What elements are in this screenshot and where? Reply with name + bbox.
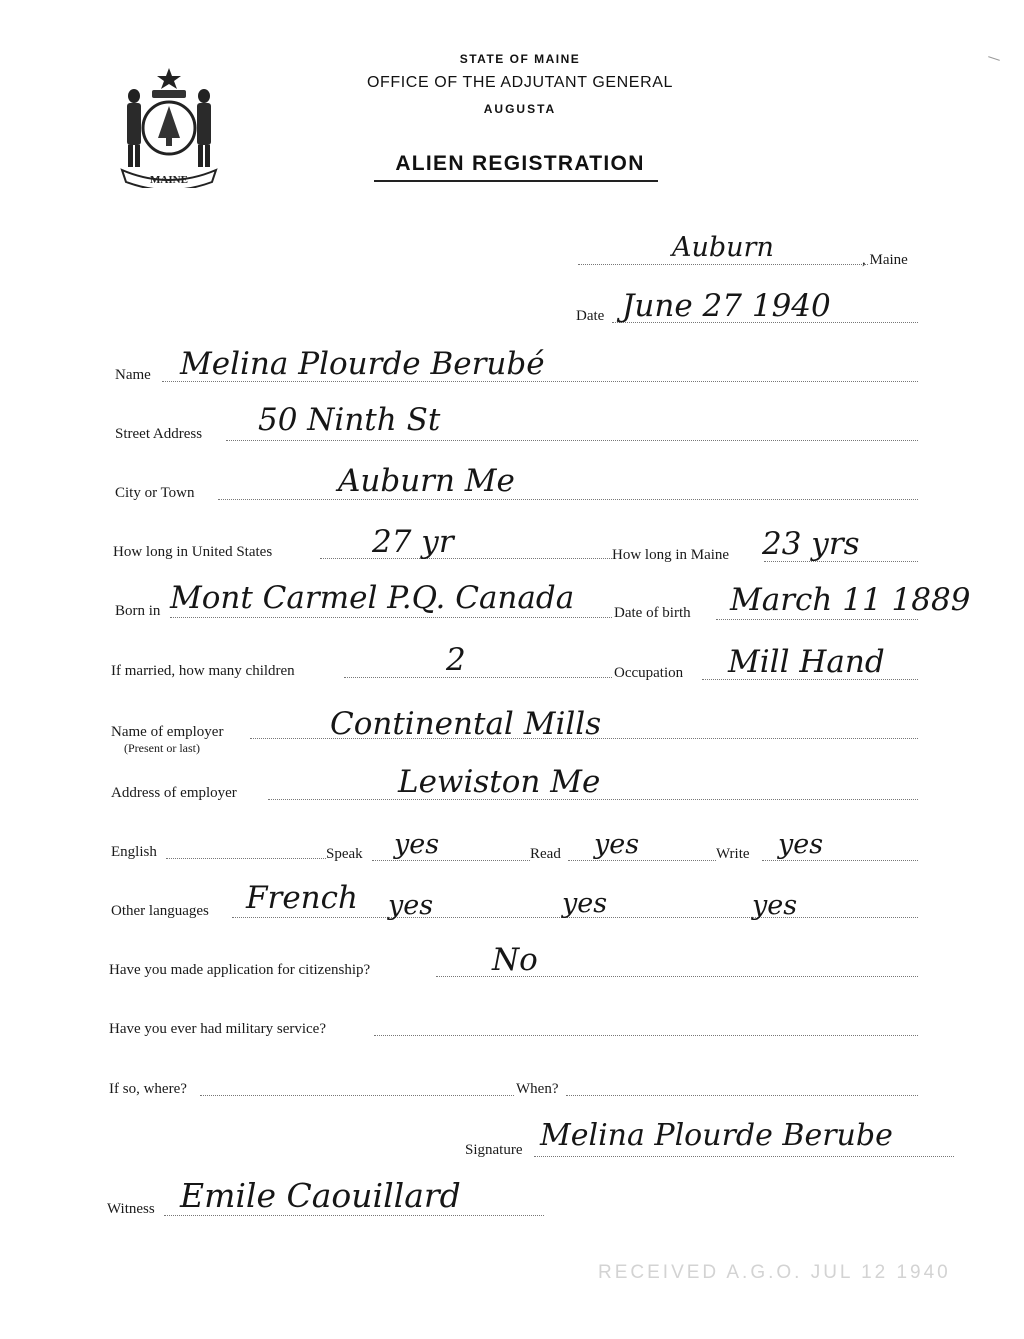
speak-entry: yes: [394, 829, 440, 860]
employer-address-entry: Lewiston Me: [398, 764, 601, 800]
title-underline: [374, 180, 658, 182]
witness-line: [164, 1215, 544, 1216]
maine-label: , Maine: [862, 252, 908, 268]
how-long-us-label: How long in United States: [113, 544, 273, 560]
name-label: Name: [115, 367, 151, 383]
children-line: [344, 677, 612, 678]
street-line: [226, 440, 918, 441]
how-long-us-entry: 27 yr: [372, 524, 454, 560]
other-write-entry: yes: [752, 890, 798, 921]
date-entry: June 27 1940: [622, 288, 831, 324]
children-label: If married, how many children: [111, 663, 295, 679]
write-line: [762, 860, 918, 861]
city-entry: Auburn Me: [338, 463, 515, 499]
citizenship-label: Have you made application for citizenship?: [109, 962, 371, 978]
other-languages-label: Other languages: [111, 903, 209, 919]
city-label: City or Town: [115, 485, 195, 501]
when-label: When?: [516, 1081, 559, 1097]
employer-label: Name of employer: [111, 724, 224, 740]
write-entry: yes: [778, 829, 824, 860]
city-line: [218, 499, 918, 500]
employer-sublabel: (Present or last): [124, 741, 200, 755]
where-line: [200, 1095, 514, 1096]
street-entry: 50 Ninth St: [258, 402, 441, 438]
other-read-entry: yes: [562, 888, 608, 919]
witness-entry: Emile Caouillard: [180, 1176, 461, 1215]
military-label: Have you ever had military service?: [109, 1021, 326, 1037]
city-heading: AUGUSTA: [483, 102, 557, 116]
office-heading: OFFICE OF THE ADJUTANT GENERAL: [366, 74, 674, 91]
maine-state-seal-icon: [114, 66, 224, 188]
date-label: Date: [576, 308, 605, 324]
born-in-line: [170, 617, 612, 618]
read-label: Read: [530, 846, 561, 862]
english-line: [166, 858, 326, 859]
occupation-label: Occupation: [614, 665, 684, 681]
how-long-maine-label: How long in Maine: [612, 547, 730, 563]
read-entry: yes: [594, 829, 640, 860]
date-of-birth-entry: March 11 1889: [730, 582, 971, 618]
english-label: English: [111, 844, 157, 860]
how-long-maine-entry: 23 yrs: [762, 526, 860, 562]
other-language-entry: French: [246, 880, 358, 916]
speak-line: [372, 860, 530, 861]
how-long-us-line: [320, 558, 612, 559]
seal-text: MAINE: [150, 174, 188, 186]
place-entry: Auburn: [672, 232, 774, 263]
born-in-entry: Mont Carmel P.Q. Canada: [170, 580, 575, 616]
citizenship-entry: No: [492, 942, 538, 978]
form-title: ALIEN REGISTRATION: [395, 152, 645, 175]
when-line: [566, 1095, 918, 1096]
name-entry: Melina Plourde Berubé: [180, 346, 545, 382]
employer-address-label: Address of employer: [111, 785, 237, 801]
children-entry: 2: [446, 642, 466, 678]
occupation-entry: Mill Hand: [728, 644, 885, 680]
witness-label: Witness: [107, 1201, 155, 1217]
place-line: [578, 264, 868, 265]
military-line: [374, 1035, 918, 1036]
street-label: Street Address: [115, 426, 203, 442]
read-line: [568, 860, 716, 861]
date-of-birth-label: Date of birth: [614, 605, 691, 621]
signature-label: Signature: [465, 1142, 523, 1158]
date-of-birth-line: [716, 619, 918, 620]
other-speak-entry: yes: [388, 890, 434, 921]
corner-mark: [988, 56, 1000, 61]
born-in-label: Born in: [115, 603, 161, 619]
where-label: If so, where?: [109, 1081, 187, 1097]
received-stamp: RECEIVED A.G.O. JUL 12 1940: [598, 1262, 951, 1283]
speak-label: Speak: [326, 846, 363, 862]
state-heading: STATE OF MAINE: [459, 52, 581, 66]
signature-line: [534, 1156, 954, 1157]
employer-entry: Continental Mills: [330, 706, 602, 742]
write-label: Write: [716, 846, 750, 862]
signature-entry: Melina Plourde Berube: [540, 1118, 893, 1153]
